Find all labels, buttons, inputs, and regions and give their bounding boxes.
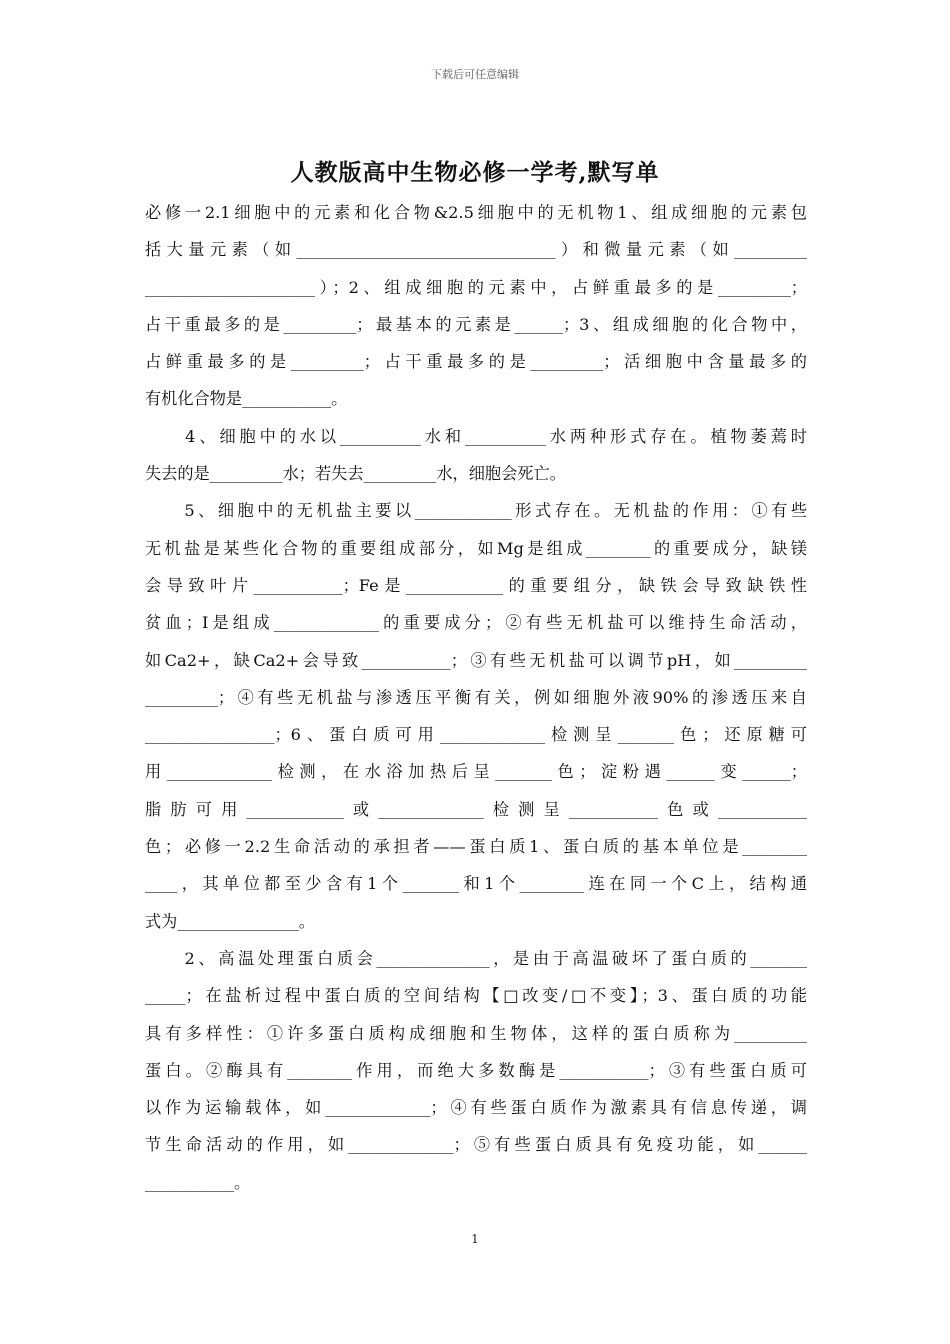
- text-line: 无机盐是某些化合物的重要组成部分，如Mg是组成________的重要成分，缺镁: [145, 538, 807, 558]
- text-line: 括大量元素（如________________________________）和微量元素（如_________: [145, 240, 807, 260]
- text-line: 必修一2.1细胞中的元素和化合物&2.5细胞中的无机物1、组成细胞的元素包: [145, 203, 807, 222]
- text-line: ____，其单位都至少含有1个_______和1个________连在同一个C上，结构通: [145, 874, 807, 894]
- document-body: [145, 194, 807, 1201]
- text-line: ________________；6、蛋白质可用_____________检测呈_______色；还原糖可: [145, 725, 807, 745]
- text-line: _________；④有些无机盐与渗透压平衡有关，例如细胞外液90%的渗透压来自: [145, 687, 807, 707]
- text-line: 贫血；I是组成_____________的重要成分；②有些无机盐可以维持生命活动，: [145, 613, 807, 633]
- text-line: 色；必修一2.2生命活动的承担者——蛋白质1、蛋白质的基本单位是________: [145, 837, 807, 857]
- document-title: 人教版高中生物必修一学考,默写单: [290, 159, 660, 186]
- text-line: 2、高温处理蛋白质会______________，是由于高温破坏了蛋白质的_______: [145, 948, 807, 968]
- text-line: ___________。: [145, 1172, 251, 1192]
- text-line: 蛋白。②酶具有________作用，而绝大多数酶是___________；③有些蛋白质可: [145, 1060, 807, 1080]
- text-line: 式为_______________。: [145, 911, 315, 931]
- text-line: 占鲜重最多的是_________；占干重最多的是_________；活细胞中含量最多的: [145, 352, 807, 372]
- text-line: 用_____________检测，在水浴加热后呈_______色；淀粉遇______变______；: [145, 762, 807, 782]
- text-line: _____________________）；2、组成细胞的元素中，占鲜重最多的是_________；: [145, 277, 807, 297]
- text-line: 5、细胞中的无机盐主要以____________形式存在。无机盐的作用：①有些: [145, 501, 807, 521]
- text-line: 有机化合物是___________。: [145, 389, 348, 409]
- text-line: 具有多样性：①许多蛋白质构成细胞和生物体，这样的蛋白质称为_________: [145, 1023, 807, 1043]
- text-line: 节生命活动的作用，如_____________；⑤有些蛋白质具有免疫功能，如______: [145, 1135, 807, 1155]
- page-number: 1: [471, 1232, 479, 1246]
- text-line: 会导致叶片___________；Fe是____________的重要组分，缺铁会导致缺铁性: [145, 575, 807, 595]
- text-line: _____；在盐析过程中蛋白质的空间结构【□改变/□不变】；3、蛋白质的功能: [145, 986, 807, 1006]
- text-line: 占干重最多的是_________；最基本的元素是______；3、组成细胞的化合物中，: [145, 314, 807, 334]
- page-header-note: 下载后可任意编辑: [431, 68, 519, 81]
- text-line: 失去的是_________水；若失去_________水，细胞会死亡。: [145, 464, 566, 484]
- text-line: 以作为运输载体，如_____________；④有些蛋白质作为激素具有信息传递，调: [145, 1098, 807, 1118]
- text-line: 脂肪可用____________或_____________检测呈___________色或___________: [145, 799, 807, 819]
- text-line: 如Ca2+，缺Ca2+会导致___________；③有些无机盐可以调节pH，如_________: [145, 650, 807, 670]
- text-line: 4、细胞中的水以__________水和__________水两种形式存在。植物萎蔫时: [145, 426, 807, 446]
